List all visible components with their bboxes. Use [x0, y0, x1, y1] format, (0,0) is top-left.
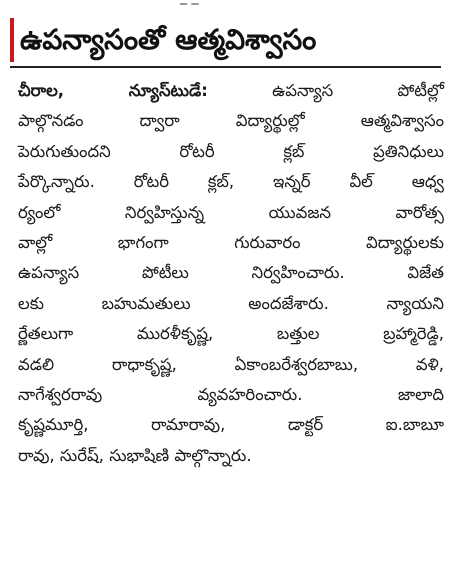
article-line: పెరుగుతుందని రోటరీ క్లబ్ ప్రతినిధులు	[18, 141, 444, 161]
headline-accent-bar	[10, 18, 14, 62]
article-line: ర్యంలో నిర్వహిస్తున్న యువజన వారోత్స	[18, 202, 444, 222]
article-line: వడలి రాధాకృష్ణ, ఏకాంబరేశ్వరబాబు, వళి,	[18, 354, 444, 374]
article-line: పేర్కొన్నారు. రోటరీ క్లబ్, ఇన్నర్ వీల్ ఆధ్వ	[18, 172, 444, 192]
article-line: పాల్గొనడం ద్వారా విద్యార్థుల్లో ఆత్మవిశ్వాసం	[18, 111, 444, 131]
article-line: కృష్ణమూర్తి, రామారావు, డాక్టర్ ఐ.బాబూ	[18, 415, 444, 435]
article-line: ఉపన్యాస పోటీలు నిర్వహించారు. విజేత	[18, 263, 444, 283]
article-line: ర్ణేతలుగా మురళీకృష్ణ, బత్తుల బ్రహ్మారెడ్డి,	[18, 324, 444, 344]
article-line: నాగేశ్వరరావు వ్యవహరించారు. జాలాది	[18, 384, 444, 404]
article-line: వాల్లో భాగంగా గురువారం విద్యార్థులకు	[18, 232, 444, 252]
headline: ఉపన్యాసంతో ఆత్మవిశ్వాసం	[20, 23, 317, 56]
article-body	[18, 76, 444, 471]
clipped-glyph	[180, 0, 198, 4]
dateline: చీరాల, న్యూస్‌టుడే:	[18, 81, 208, 100]
article-line	[18, 76, 444, 106]
article-line: లకు బహుమతులు అందజేశారు. న్యాయని	[18, 293, 444, 313]
clipped-previous-text	[0, 0, 451, 6]
article-line-text: ఉపన్యాస పోటీల్లో	[272, 81, 444, 100]
headline-rule	[10, 66, 441, 68]
article-line: రావు, సురేష్, సుభాషిణి పాల్గొన్నారు.	[18, 445, 252, 465]
